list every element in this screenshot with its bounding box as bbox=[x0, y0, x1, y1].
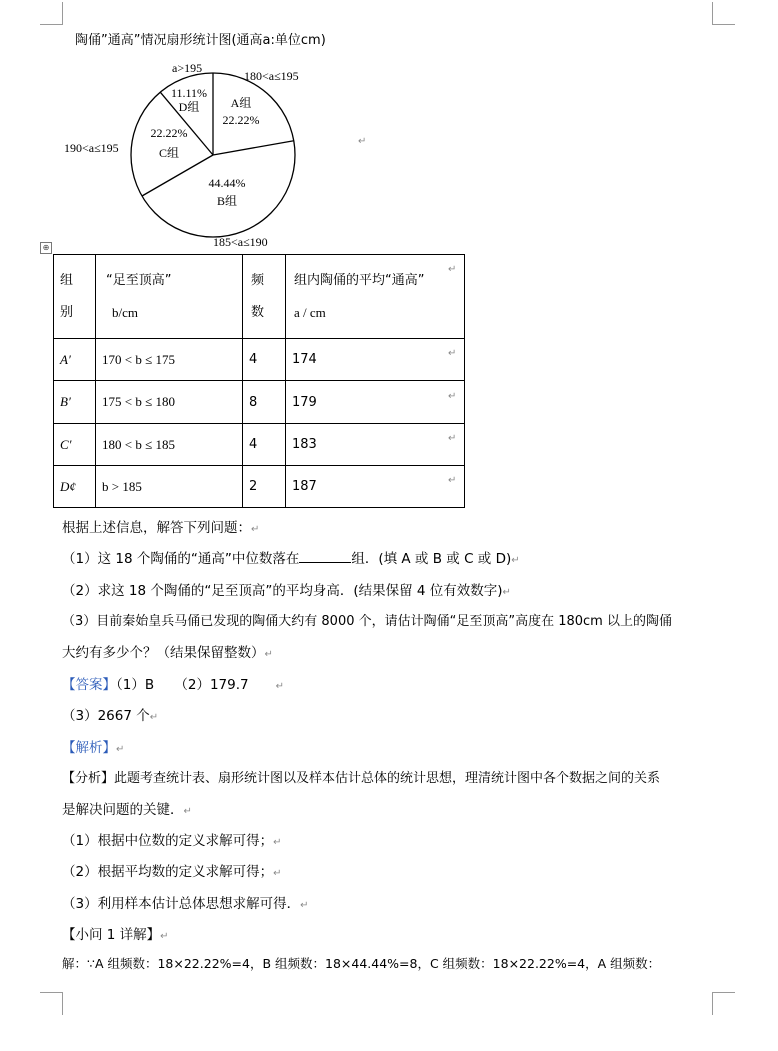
pie-slice-label: 44.44% bbox=[208, 176, 246, 190]
stats-table bbox=[53, 254, 465, 508]
table-header-row bbox=[54, 255, 465, 339]
row-avg: 187 bbox=[286, 466, 465, 508]
question-3-line-1: （3）目前秦始皇兵马俑已发现的陶俑大约有 8000 个，请估计陶俑“足至顶高”高度在 180cm 以上的陶俑 bbox=[62, 614, 672, 629]
row-end-mark: ↵ bbox=[448, 433, 457, 444]
answer-line-2: （3）2667 个↵ bbox=[62, 708, 159, 724]
row-avg: 179 bbox=[286, 381, 465, 424]
step-3: （3）利用样本估计总体思想求解可得．↵ bbox=[62, 896, 309, 912]
pie-range-label: 185<a≤190 bbox=[213, 235, 268, 249]
row-group: C′ bbox=[54, 424, 96, 466]
pie-range-label: 180<a≤195 bbox=[244, 69, 299, 83]
row-freq: 2 bbox=[243, 466, 286, 508]
row-avg: 183 bbox=[286, 424, 465, 466]
pie-range-label: a>195 bbox=[172, 61, 203, 75]
table-row bbox=[54, 424, 465, 466]
row-freq: 8 bbox=[243, 381, 286, 424]
chart-title: 陶俑”通高”情况扇形统计图(通高a:单位cm) bbox=[75, 33, 326, 48]
pie-chart bbox=[0, 0, 778, 260]
table-move-handle-icon[interactable]: ⊕ bbox=[40, 242, 52, 254]
row-end-mark: ↵ bbox=[448, 391, 457, 402]
row-avg: 174 bbox=[286, 339, 465, 381]
step-1: （1）根据中位数的定义求解可得；↵ bbox=[62, 833, 282, 849]
question-3-line-2: 大约有多少个？（结果保留整数）↵ bbox=[62, 645, 273, 661]
table-row bbox=[54, 466, 465, 508]
header-avg-1: 组内陶俑的平均“通高” bbox=[294, 272, 425, 288]
intro-text: 根据上述信息，解答下列问题：↵ bbox=[62, 520, 260, 536]
answer-tag: 【答案】 bbox=[62, 677, 116, 693]
row-end-mark: ↵ bbox=[448, 348, 457, 359]
header-height-1: “足至顶高” bbox=[106, 272, 172, 288]
row-group: B′ bbox=[54, 381, 96, 424]
step-2: （2）根据平均数的定义求解可得；↵ bbox=[62, 864, 282, 880]
analysis-heading: 【解析】↵ bbox=[62, 740, 125, 756]
question-1: （1）这 18 个陶俑的“通高”中位数落在 组．(填 A 或 B 或 C 或 D)↵ bbox=[62, 551, 520, 567]
header-group-2: 别 bbox=[60, 304, 74, 320]
answer-line-1: 【答案】（1）B （2）179.7 ↵ bbox=[62, 677, 284, 693]
pie-slice-label: 22.22% bbox=[222, 113, 260, 127]
row-range: b > 185 bbox=[96, 466, 243, 508]
row-freq: 4 bbox=[243, 424, 286, 466]
paragraph-mark: ↵ bbox=[358, 136, 367, 147]
table-row bbox=[54, 339, 465, 381]
answer-blank bbox=[299, 550, 351, 563]
header-avg-2: a / cm bbox=[294, 304, 326, 320]
pie-slice-label: 11.11% bbox=[170, 86, 208, 100]
crop-mark-bottom-left bbox=[40, 992, 63, 1015]
pie-slice-label: A组 bbox=[230, 96, 252, 110]
row-range: 180 < b ≤ 185 bbox=[96, 424, 243, 466]
crop-mark-bottom-right bbox=[712, 992, 735, 1015]
pie-slice-label: C组 bbox=[158, 146, 180, 160]
pie-slice-label: 22.22% bbox=[150, 126, 188, 140]
detail-heading: 【小问 1 详解】↵ bbox=[62, 927, 169, 943]
solution-line: 解：∵A 组频数：18×22.22%=4，B 组频数：18×44.44%=8，C 组频数：18×22.22%=4，A 组频数： bbox=[62, 956, 661, 971]
question-2: （2）求这 18 个陶俑的“足至顶高”的平均身高．(结果保留 4 位有效数字)↵ bbox=[62, 583, 511, 599]
row-end-mark: ↵ bbox=[448, 264, 457, 275]
pie-slice-label: B组 bbox=[216, 194, 238, 208]
row-group: D¢ bbox=[54, 466, 96, 508]
row-group: A′ bbox=[54, 339, 96, 381]
pie-range-label: 190<a≤195 bbox=[64, 141, 119, 155]
analysis-line-1: 【分析】此题考查统计表、扇形统计图以及样本估计总体的统计思想，理清统计图中各个数据之间的关系 bbox=[62, 771, 661, 786]
header-freq-1: 频 bbox=[251, 272, 265, 288]
row-end-mark: ↵ bbox=[448, 475, 457, 486]
row-range: 170 < b ≤ 175 bbox=[96, 339, 243, 381]
analysis-line-2: 是解决问题的关键．↵ bbox=[62, 802, 192, 818]
pie-slice-label: D组 bbox=[178, 100, 200, 114]
row-freq: 4 bbox=[243, 339, 286, 381]
row-range: 175 < b ≤ 180 bbox=[96, 381, 243, 424]
table-row bbox=[54, 381, 465, 424]
header-group-1: 组 bbox=[60, 272, 74, 288]
header-height-2: b/cm bbox=[112, 304, 138, 320]
header-freq-2: 数 bbox=[251, 304, 265, 320]
